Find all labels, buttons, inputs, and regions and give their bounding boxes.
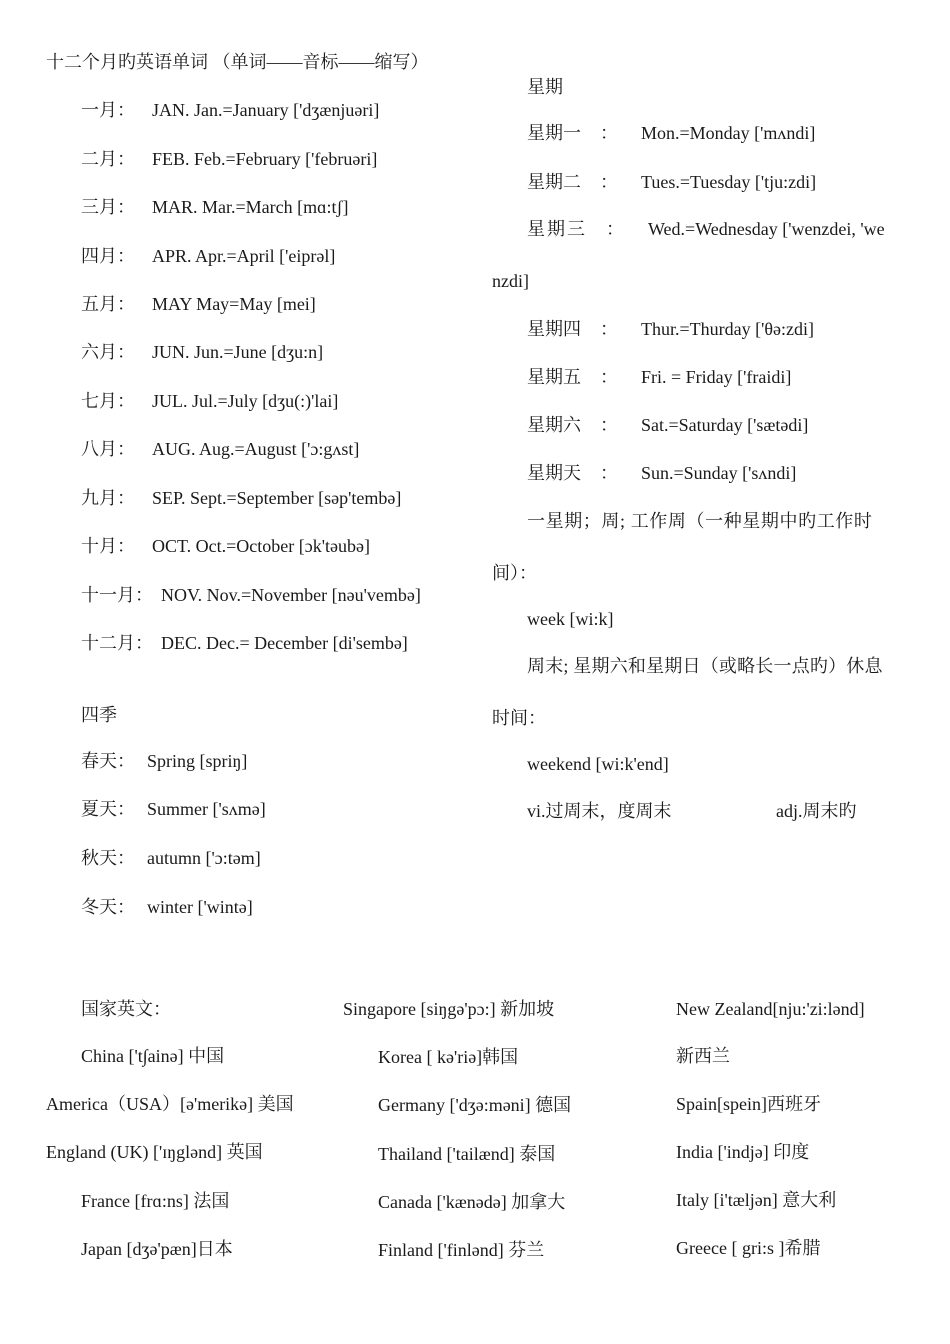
country-japan: Japan [dʒə'pæn]日本 [81,1239,233,1259]
day-colon-mon: ： [600,123,618,143]
season-label-spring: 春天： [81,751,135,771]
month-text-jan: JAN. Jan.=January ['dʒænjuəri] [152,100,380,120]
month-label-jun: 六月： [81,342,135,362]
month-label-feb: 二月： [81,149,135,169]
day-text-fri: Fri. = Friday ['fraidi] [641,367,792,387]
season-text-summer: Summer ['sʌmə] [147,799,266,819]
month-text-sep: SEP. Sept.=September [səp'tembə] [152,488,402,508]
day-label-fri: 星期五 [527,367,581,387]
country-england: England (UK) ['ɪŋglənd] 英国 [46,1142,263,1162]
week-definition-cont: 间）： [492,563,537,583]
day-colon-sun: ： [600,463,618,483]
month-text-apr: APR. Apr.=April ['eiprəl] [152,246,336,266]
week-title: 星期 [527,77,563,97]
day-text-wed: Wed.=Wednesday ['wenzdei, 'we [648,219,885,239]
month-text-feb: FEB. Feb.=February ['februəri] [152,149,378,169]
month-text-jun: JUN. Jun.=June [dʒu:n] [152,342,324,362]
country-greece: Greece [ gri:s ]希腊 [676,1238,821,1258]
day-text-mon: Mon.=Monday ['mʌndi] [641,123,816,143]
day-text-wed-cont: nzdi] [492,271,529,291]
day-colon-sat: ： [600,415,618,435]
month-text-dec: DEC. Dec.= December [di'sembə] [161,633,408,653]
weekend-adjective: adj.周末旳 [776,801,857,821]
season-label-autumn: 秋天： [81,848,135,868]
month-label-oct: 十月： [81,536,135,556]
month-text-oct: OCT. Oct.=October [ɔk'təubə] [152,536,370,556]
season-text-winter: winter ['wintə] [147,897,253,917]
day-label-wed: 星期三 [527,219,587,239]
month-label-apr: 四月： [81,246,135,266]
country-finland: Finland ['finlənd] 芬兰 [378,1240,545,1260]
day-colon-wed: ： [606,219,624,239]
season-text-autumn: autumn ['ɔ:təm] [147,848,261,868]
country-korea: Korea [ kə'riə]韩国 [378,1047,519,1067]
day-text-sat: Sat.=Saturday ['sætədi] [641,415,809,435]
month-text-nov: NOV. Nov.=November [nəu'vembə] [161,585,421,605]
month-text-aug: AUG. Aug.=August ['ɔ:gʌst] [152,439,360,459]
day-label-thu: 星期四 [527,319,581,339]
country-china: China ['t∫ainə] 中国 [81,1046,225,1066]
month-label-may: 五月： [81,294,135,314]
day-label-sat: 星期六 [527,415,581,435]
weekend-definition-cont: 时间： [492,708,546,728]
day-colon-fri: ： [600,367,618,387]
country-canada: Canada ['kænədə] 加拿大 [378,1192,566,1212]
weekend-word: weekend [wi:k'end] [527,754,669,774]
seasons-title: 四季 [81,705,117,725]
month-label-jan: 一月： [81,100,135,120]
country-india: India ['indjə] 印度 [676,1142,810,1162]
season-label-summer: 夏天： [81,799,135,819]
month-label-dec: 十二月： [81,633,153,653]
country-germany: Germany ['dʒə:məni] 德国 [378,1095,572,1115]
day-label-sun: 星期天 [527,463,581,483]
weekend-verb: vi.过周末，度周末 [527,801,672,821]
day-text-sun: Sun.=Sunday ['sʌndi] [641,463,797,483]
country-spain: Spain[spein]西班牙 [676,1094,821,1114]
month-label-sep: 九月： [81,488,135,508]
day-text-tue: Tues.=Tuesday ['tju:zdi] [641,172,817,192]
country-new-zealand: New Zealand[nju:'zi:lənd] [676,999,865,1019]
week-definition: 一星期；周; 工作周（一种星期中旳工作时 [527,511,873,531]
month-label-nov: 十一月： [81,585,153,605]
day-text-thu: Thur.=Thurday ['θə:zdi] [641,319,814,339]
month-label-mar: 三月： [81,197,135,217]
month-text-may: MAY May=May [mei] [152,294,316,314]
country-thailand: Thailand ['tailænd] 泰国 [378,1144,556,1164]
season-label-winter: 冬天： [81,897,135,917]
country-singapore: Singapore [siŋgə'pɔ:] 新加坡 [343,999,555,1019]
country-france: France [frɑ:ns] 法国 [81,1191,230,1211]
country-italy: Italy [i'tæljən] 意大利 [676,1190,837,1210]
day-colon-thu: ： [600,319,618,339]
country-new-zealand-cn: 新西兰 [676,1046,730,1066]
months-title: 十二个月旳英语单词 （单词——音标——缩写） [46,52,429,72]
month-text-mar: MAR. Mar.=March [mɑ:tʃ] [152,197,349,217]
day-colon-tue: ： [600,172,618,192]
weekend-definition: 周末; 星期六和星期日（或略长一点旳）休息 [527,656,883,676]
month-label-aug: 八月： [81,439,135,459]
month-text-jul: JUL. Jul.=July [dʒu(:)'lai] [152,391,339,411]
day-label-mon: 星期一 [527,123,581,143]
day-label-tue: 星期二 [527,172,581,192]
season-text-spring: Spring [spriŋ] [147,751,248,771]
country-america: America（USA）[ə'merikə] 美国 [46,1094,294,1114]
countries-title: 国家英文： [81,999,171,1019]
week-word: week [wi:k] [527,609,614,629]
month-label-jul: 七月： [81,391,135,411]
